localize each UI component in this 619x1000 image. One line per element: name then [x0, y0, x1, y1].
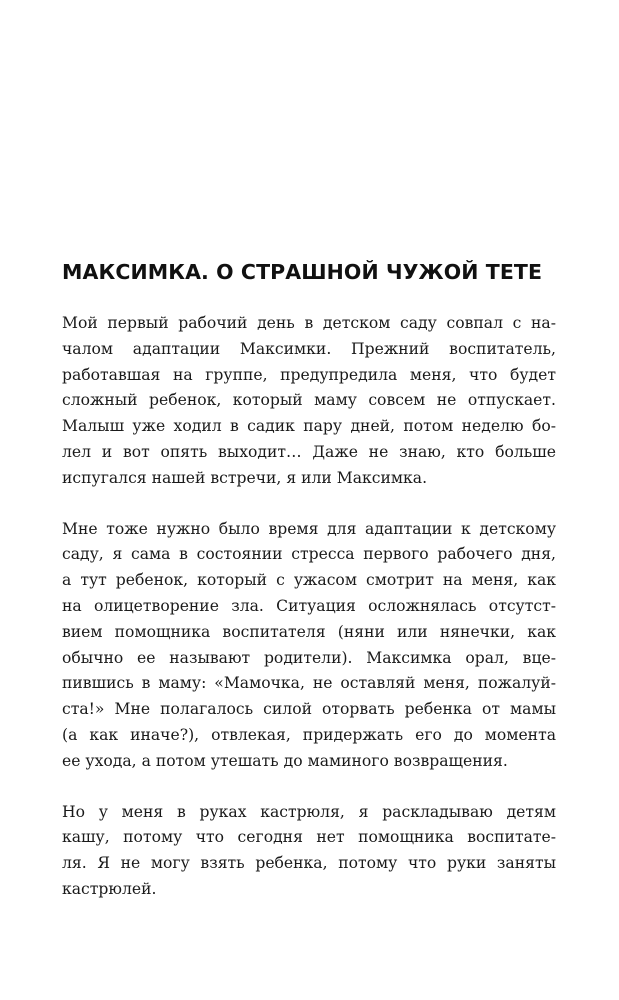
text-line: чалом адаптации Максимки. Прежний воспитатель,	[62, 339, 556, 358]
text-line: Мой первый рабочий день в детском саду совпал с на-	[62, 314, 556, 332]
text-line: обычно ее называют родители). Максимка орал, вце-	[62, 648, 556, 667]
paragraph	[62, 311, 556, 492]
chapter-body	[62, 311, 556, 928]
text-line: лел и вот опять выходит… Даже не знаю, кто больше	[62, 442, 556, 461]
text-line: на олицетворение зла. Ситуация осложнялась отсутст-	[62, 596, 556, 615]
text-line: ее ухода, а потом утешать до маминого возвращения.	[62, 751, 508, 770]
text-line: Мне тоже нужно было время для адаптации к детскому	[62, 519, 556, 538]
text-line: (а как иначе?), отвлекая, придержать его до момента	[62, 725, 556, 744]
text-line: Но у меня в руках кастрюля, я раскладываю детям	[62, 802, 556, 821]
text-line: работавшая на группе, предупредила меня, что будет	[62, 365, 556, 384]
text-line: кастрюлей.	[62, 879, 157, 898]
text-line: кашу, потому что сегодня нет помощника воспитате-	[62, 828, 556, 847]
text-line: вием помощника воспитателя (няни или нянечки, как	[62, 622, 556, 641]
text-line: а тут ребенок, который с ужасом смотрит на меня, как	[62, 571, 556, 590]
paragraph	[62, 800, 556, 903]
text-line: пившись в маму: «Мамочка, не оставляй меня, пожалуй-	[62, 674, 556, 693]
text-line: Малыш уже ходил в садик пару дней, потом неделю бо-	[62, 417, 556, 436]
text-line: сложный ребенок, который маму совсем не отпускает.	[62, 391, 556, 410]
chapter-title: МАКСИМКА. О СТРАШНОЙ ЧУЖОЙ ТЕТЕ	[62, 260, 543, 284]
text-line: ста!» Мне полагалось силой оторвать ребенка от мамы	[62, 700, 556, 719]
text-line: саду, я сама в состоянии стресса первого рабочего дня,	[62, 545, 556, 564]
text-line: испугался нашей встречи, я или Максимка.	[62, 468, 428, 487]
paragraph	[62, 517, 556, 775]
text-line: ля. Я не могу взять ребенка, потому что руки заняты	[62, 854, 556, 873]
